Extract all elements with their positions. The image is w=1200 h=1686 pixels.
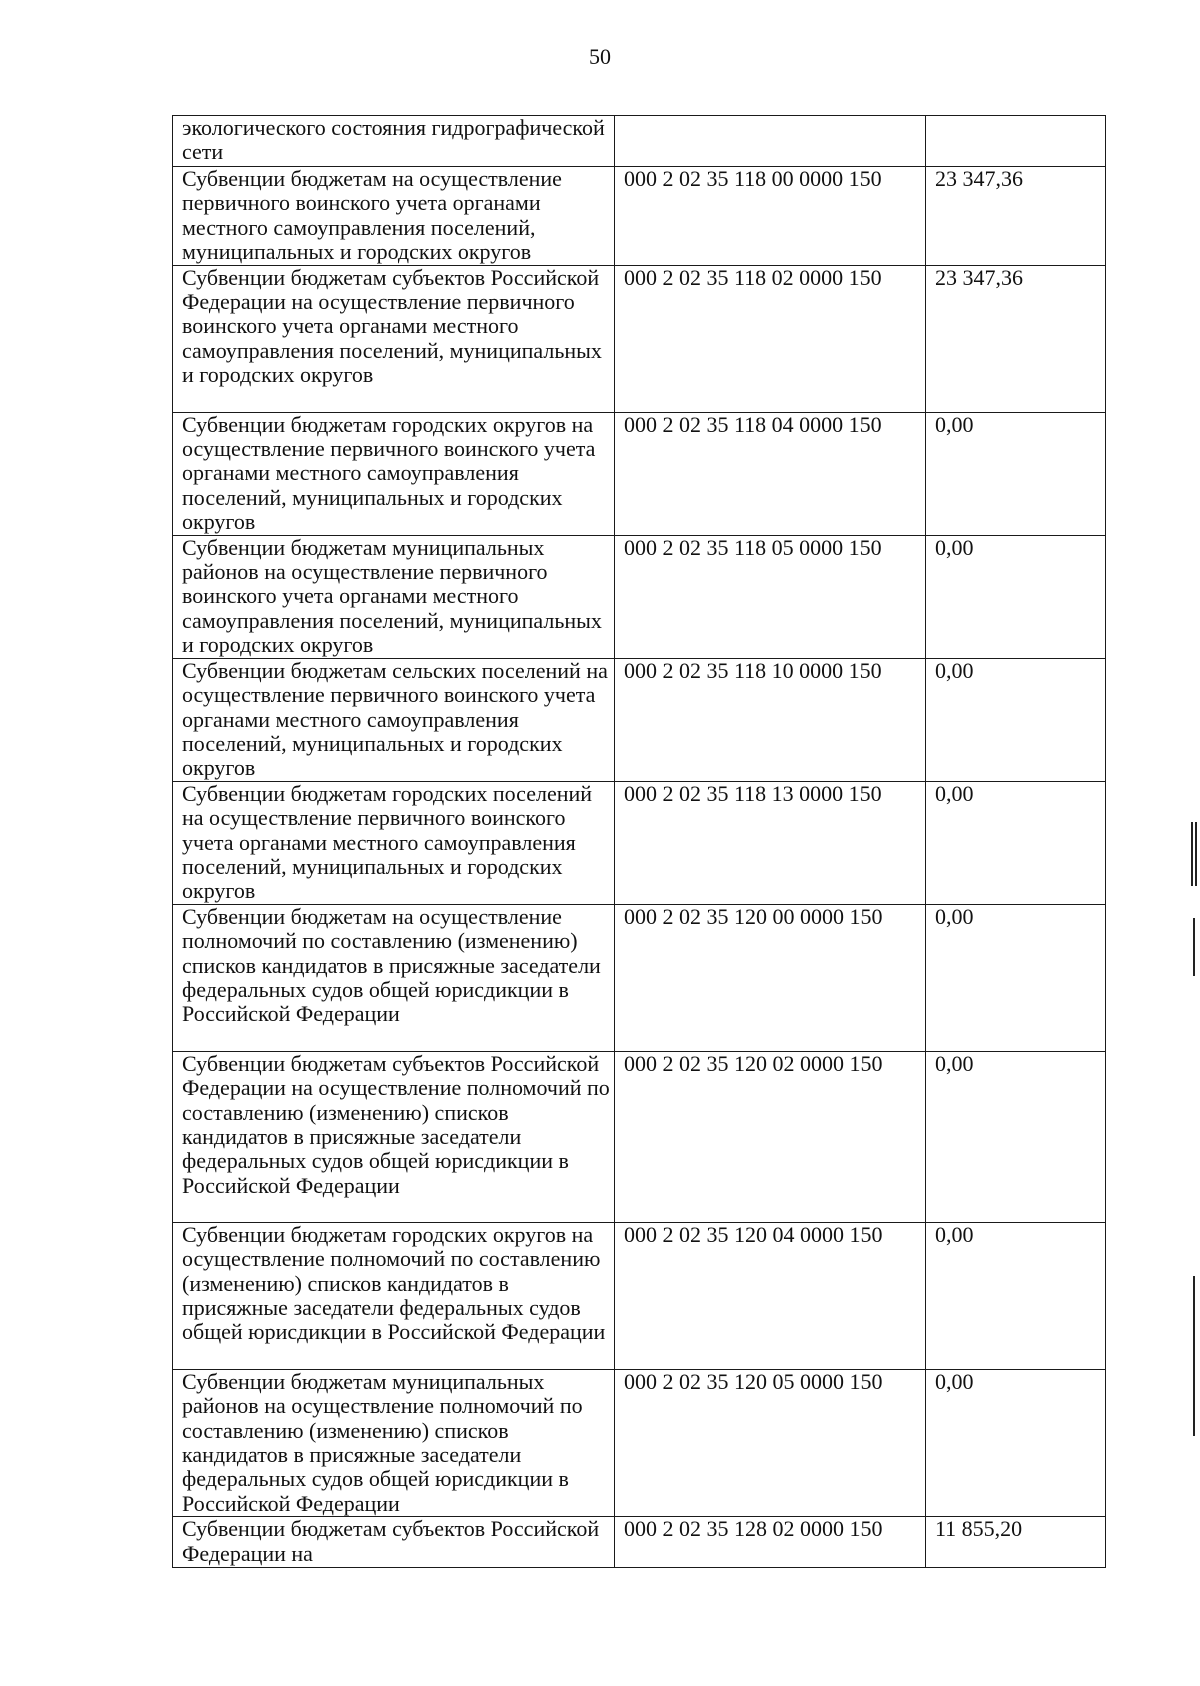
- row-description: Субвенции бюджетам на осуществление полномочий по составлению (изменению) списков кандидатов в присяжные заседатели федеральных судов общей юрисдикции в Российской Федерации: [173, 904, 615, 1051]
- table-row: [173, 1222, 1106, 1369]
- row-amount: 11 855,20: [926, 1517, 1106, 1568]
- table-row: [173, 1517, 1106, 1568]
- row-code: 000 2 02 35 118 05 0000 150: [615, 535, 926, 658]
- table-row: [173, 116, 1106, 167]
- row-amount: 0,00: [926, 535, 1106, 658]
- row-description: Субвенции бюджетам субъектов Российской Федерации на осуществление полномочий по составлению (изменению) списков кандидатов в присяжные заседатели федеральных судов общей юрисдикции в Российской Федерации: [173, 1051, 615, 1222]
- row-amount: 0,00: [926, 1051, 1106, 1222]
- row-description: Субвенции бюджетам городских поселений на осуществление первичного воинского учета органами местного самоуправления поселений, муниципальных и городских округов: [173, 781, 615, 904]
- scan-margin-mark: [1191, 822, 1193, 886]
- row-code: [615, 116, 926, 167]
- scan-margin-mark: [1193, 918, 1195, 976]
- row-code: 000 2 02 35 118 10 0000 150: [615, 658, 926, 781]
- row-code: 000 2 02 35 118 13 0000 150: [615, 781, 926, 904]
- row-code: 000 2 02 35 128 02 0000 150: [615, 1517, 926, 1568]
- table-row: [173, 1369, 1106, 1516]
- row-amount: 0,00: [926, 904, 1106, 1051]
- row-code: 000 2 02 35 120 05 0000 150: [615, 1369, 926, 1516]
- table-row: [173, 904, 1106, 1051]
- row-description: Субвенции бюджетам муниципальных районов на осуществление первичного воинского учета органами местного самоуправления поселений, муниципальных и городских округов: [173, 535, 615, 658]
- scan-margin-mark: [1193, 1276, 1195, 1436]
- row-description: Субвенции бюджетам городских округов на осуществление первичного воинского учета органами местного самоуправления поселений, муниципальных и городских округов: [173, 412, 615, 535]
- row-amount: 0,00: [926, 781, 1106, 904]
- row-amount: 0,00: [926, 658, 1106, 781]
- scan-margin-mark: [1195, 822, 1197, 886]
- row-amount: 0,00: [926, 412, 1106, 535]
- row-code: 000 2 02 35 118 00 0000 150: [615, 167, 926, 266]
- row-code: 000 2 02 35 120 04 0000 150: [615, 1222, 926, 1369]
- page-number: 50: [589, 44, 611, 69]
- row-code: 000 2 02 35 118 02 0000 150: [615, 265, 926, 412]
- row-description: Субвенции бюджетам сельских поселений на осуществление первичного воинского учета органами местного самоуправления поселений, муниципальных и городских округов: [173, 658, 615, 781]
- row-amount: 0,00: [926, 1222, 1106, 1369]
- table-row: [173, 167, 1106, 266]
- row-description: Субвенции бюджетам на осуществление первичного воинского учета органами местного самоуправления поселений, муниципальных и городских округов: [173, 167, 615, 266]
- row-description: Субвенции бюджетам муниципальных районов на осуществление полномочий по составлению (изменению) списков кандидатов в присяжные заседатели федеральных судов общей юрисдикции в Российской Федерации: [173, 1369, 615, 1516]
- row-amount: 0,00: [926, 1369, 1106, 1516]
- row-code: 000 2 02 35 120 00 0000 150: [615, 904, 926, 1051]
- row-code: 000 2 02 35 120 02 0000 150: [615, 1051, 926, 1222]
- table-row: [173, 658, 1106, 781]
- table-row: [173, 1051, 1106, 1222]
- row-amount: 23 347,36: [926, 265, 1106, 412]
- row-description: экологического состояния гидрографической сети: [173, 116, 615, 167]
- row-description: Субвенции бюджетам субъектов Российской Федерации на осуществление первичного воинского учета органами местного самоуправления поселений, муниципальных и городских округов: [173, 265, 615, 412]
- row-amount: 23 347,36: [926, 167, 1106, 266]
- row-amount: [926, 116, 1106, 167]
- table-row: [173, 535, 1106, 658]
- budget-table: [172, 115, 1106, 1568]
- row-description: Субвенции бюджетам городских округов на осуществление полномочий по составлению (изменению) списков кандидатов в присяжные заседатели федеральных судов общей юрисдикции в Российской Федерации: [173, 1222, 615, 1369]
- row-code: 000 2 02 35 118 04 0000 150: [615, 412, 926, 535]
- table-row: [173, 265, 1106, 412]
- table-row: [173, 412, 1106, 535]
- row-description: Субвенции бюджетам субъектов Российской Федерации на: [173, 1517, 615, 1568]
- table-row: [173, 781, 1106, 904]
